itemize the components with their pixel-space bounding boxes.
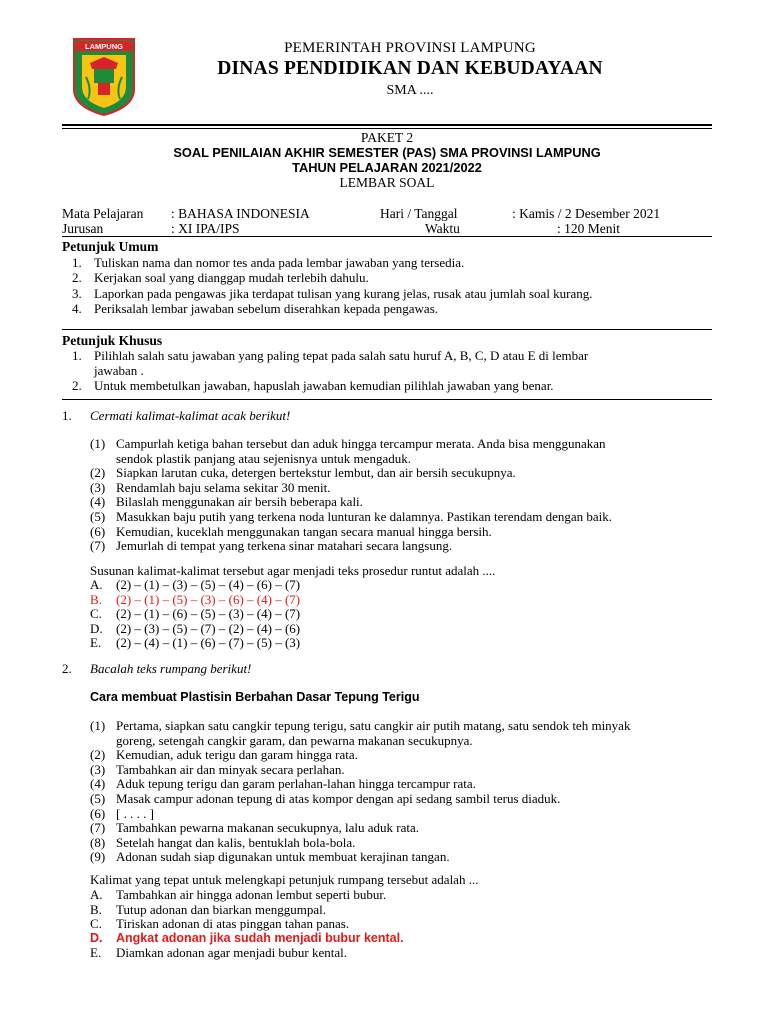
q2-step-number: (1) xyxy=(90,718,106,733)
q2-step-text: Aduk tepung terigu dan garam perlahan-lahan hingga tercampur rata. xyxy=(116,776,476,792)
academic-year: TAHUN PELAJARAN 2021/2022 xyxy=(292,160,482,175)
general-instruction-2: Kerjakan soal yang dianggap mudah terlebih dahulu. xyxy=(94,270,369,285)
q2-step-text: Setelah hangat dan kalis, bentuklah bola-bola. xyxy=(116,834,356,850)
q1-step-text: Kemudian, kuceklah menggunakan tangan secara manual hingga bersih. xyxy=(116,523,492,539)
q2-step-number: (2) xyxy=(90,747,106,763)
q2-option-letter: A. xyxy=(90,887,103,902)
specific-instruction-1-cont: jawaban . xyxy=(94,363,144,378)
q2-option-letter: E. xyxy=(90,945,102,961)
header-government: PEMERINTAH PROVINSI LAMPUNG xyxy=(284,40,536,56)
q2-option-text: Tambahkan air hingga adonan lembut seperti bubur. xyxy=(116,887,387,902)
q1-option-letter: B. xyxy=(90,591,102,607)
subject-label: Mata Pelajaran xyxy=(62,206,144,221)
specific-instruction-1: Pilihlah salah satu jawaban yang paling tepat pada salah satu huruf A, B, C, D atau E di lembar xyxy=(94,348,589,363)
q2-option-letter: D. xyxy=(90,930,103,945)
q2-step-number: (8) xyxy=(90,834,106,850)
q2-step-text: Tambahkan air dan minyak secara perlahan. xyxy=(116,761,345,777)
q2-option-text: Tutup adonan dan biarkan menggumpal. xyxy=(116,901,327,917)
major-label: Jurusan xyxy=(62,221,104,236)
q2-step-number: (7) xyxy=(90,820,106,836)
header-divider-thick xyxy=(62,124,712,126)
general-divider xyxy=(62,329,712,330)
general-instruction-4: Periksalah lembar jawaban sebelum diserahkan kepada pengawas. xyxy=(94,301,439,316)
specific-instructions-title: Petunjuk Khusus xyxy=(62,333,163,348)
q2-step-number: (9) xyxy=(90,849,106,865)
q1-step-text: Campurlah ketiga bahan tersebut dan aduk hingga tercampur merata. Anda bisa menggunakan xyxy=(116,436,606,451)
q1-step-text: Masukkan baju putih yang terkena noda lunturan ke dalamnya. Pastikan terendam dengan baik. xyxy=(116,509,613,524)
q1-option-letter: A. xyxy=(90,577,103,592)
exam-title: SOAL PENILAIAN AKHIR SEMESTER (PAS) SMA PROVINSI LAMPUNG xyxy=(173,145,601,160)
exam-page: LAMPUNG PEMERINTAH PROVINSI LAMPUNG DINAS PENDIDIKAN DAN KEBUDAYAAN SMA .... PAKET 2 SOAL PENILAIAN AKHIR SEMESTER (PAS) SMA PROVINSI LAMPUNG TAHUN PELAJARAN 2021/2022 LEMBAR SOAL Mata Pelajaran : BAHASA INDONESIA Hari / Tanggal : Kamis / 2 Desember 2021 Jurusan : XI IPA/IPS Waktu : 120 Menit Petunjuk Umum 1. Tuliskan nama dan nomor tes anda pada lembar jawaban yang tersedia. 2. Kerjakan soal yang dianggap mudah terlebih dahulu. 3. Laporkan pada pengawas jika terdapat tulisan yang kurang jelas, rusak atau jumlah soal kurang. 4. Periksalah lembar jawaban sebelum diserahkan kepada pengawas. Petunjuk Khusus 1. Pilihlah salah satu jawaban yang paling tepat pada salah satu huruf A, B, C, D atau E di lembar jawaban . 2. Untuk membetulkan jawaban, hapuslah jawaban kemudian pilihlah jawaban yang benar. 1. Cermati kalimat-kalimat acak berikut! (1) Campurlah ketiga bahan tersebut dan aduk hingga tercampur merata. Anda bisa menggunakan sendok plastik panjang atau sejenisnya untuk mengaduk. (2) Siapkan larutan cuka, detergen bertekstur lembut, dan air bersih secukupnya. (3) Rendamlah baju selama sekitar 30 menit. (4) Bilaslah menggunakan air bersih beberapa kali. (5) Masukkan baju putih yang terkena noda lunturan ke dalamnya. Pastikan terendam dengan baik. (6) Kemudian, kuceklah menggunakan tangan secara manual hingga bersih. (7) Jemurlah di tempat yang terkena sinar matahari secara langsung. Susunan kalimat-kalimat tersebut agar menjadi teks prosedur runtut adalah .... A. (2) – (1) – (3) – (5) – (4) – (6) – (7) B. (2) – (1) – (5) – (3) – (6) – (4) – (7) C. (2) – (1) – (6) – (5) – (3) – (4) – (7) D. (2) – (3) – (5) – (7) – (2) – (4) – (6) E. (2) – (4) – (1) – (6) – (7) – (5) – (3) 2. Bacalah teks rumpang berikut! Cara membuat Plastisin Berbahan Dasar Tepung Terigu (1) Pertama, siapkan satu cangkir tepung terigu, satu cangkir air putih matang, satu sendok teh minyak goreng, setengah cangkir garam, dan pewarna makanan secukupnya. (2) Kemudian, aduk terigu dan garam hingga rata. (3) Tambahkan air dan minyak secara perlahan. (4) Aduk tepung terigu dan garam perlahan-lahan hingga tercampur rata. (5) Masak campur adonan tepung di atas kompor dengan api sedang sambil terus diaduk. (6) [ . . . . ] (7) Tambahkan pewarna makanan secukupnya, lalu aduk rata. (8) Setelah hangat dan kalis, bentuklah bola-bola. (9) Adonan sudah siap digunakan untuk membuat kerajinan tangan. Kalimat yang tepat untuk melengkapi petunjuk rumpang tersebut adalah ... A. Tambahkan air hingga adonan lembut seperti bubur. B. Tutup adonan dan biarkan menggumpal. C. Tiriskan adonan di atas pinggan tahan panas. D. Angkat adonan jika sudah menjadi bubur kental. E. Diamkan adonan agar menjadi bubur kental. xyxy=(0,0,768,1024)
q1-step-number: (2) xyxy=(90,465,106,481)
subject-value: : BAHASA INDONESIA xyxy=(171,206,310,221)
general-instruction-1: Tuliskan nama dan nomor tes anda pada lembar jawaban yang tersedia. xyxy=(94,255,465,270)
q2-heading: Cara membuat Plastisin Berbahan Dasar Tepung Terigu xyxy=(90,690,420,704)
general-instruction-3: Laporkan pada pengawas jika terdapat tulisan yang kurang jelas, rusak atau jumlah soal kurang. xyxy=(94,286,593,301)
q1-option-letter: C. xyxy=(90,606,102,622)
q2-step-text: goreng, setengah cangkir garam, dan pewarna makanan secukupnya. xyxy=(116,732,473,748)
duration-value: : 120 Menit xyxy=(557,221,620,236)
q1-option-text: (2) – (3) – (5) – (7) – (2) – (4) – (6) xyxy=(116,620,301,636)
q2-step-text: Kemudian, aduk terigu dan garam hingga rata. xyxy=(116,747,358,763)
q1-option-text: (2) – (1) – (3) – (5) – (4) – (6) – (7) xyxy=(116,577,301,592)
q1-option-text: (2) – (4) – (1) – (6) – (7) – (5) – (3) xyxy=(116,635,301,651)
q1-step-text: sendok plastik panjang atau sejenisnya untuk mengaduk. xyxy=(116,450,411,466)
q2-option-text: Diamkan adonan agar menjadi bubur kental. xyxy=(116,945,348,961)
q2-option-text: Angkat adonan jika sudah menjadi bubur kental. xyxy=(116,930,404,945)
q2-step-text: Tambahkan pewarna makanan secukupnya, lalu aduk rata. xyxy=(116,820,420,836)
q1-step-text: Rendamlah baju selama sekitar 30 menit. xyxy=(116,479,331,495)
q1-step-number: (3) xyxy=(90,479,106,495)
duration-label: Waktu xyxy=(425,221,460,236)
q1-option-text: (2) – (1) – (6) – (5) – (3) – (4) – (7) xyxy=(116,606,301,622)
header-divider-thin xyxy=(62,128,712,129)
major-value: : XI IPA/IPS xyxy=(171,221,240,236)
q1-question: Susunan kalimat-kalimat tersebut agar menjadi teks prosedur runtut adalah .... xyxy=(90,563,496,578)
q1-option-letter: D. xyxy=(90,620,103,636)
general-instructions-title: Petunjuk Umum xyxy=(62,239,159,254)
q1-option-text: (2) – (1) – (5) – (3) – (6) – (4) – (7) xyxy=(116,591,301,607)
lampung-emblem-logo xyxy=(72,37,136,117)
q2-step-number: (5) xyxy=(90,791,106,806)
q1-step-text: Siapkan larutan cuka, detergen bertekstur lembut, dan air bersih secukupnya. xyxy=(116,465,516,481)
q1-step-number: (4) xyxy=(90,494,106,510)
specific-instruction-2: Untuk membetulkan jawaban, hapuslah jawaban kemudian pilihlah jawaban yang benar. xyxy=(94,378,554,393)
q2-step-text: [ . . . . ] xyxy=(116,805,154,821)
svg-text:LAMPUNG: LAMPUNG xyxy=(85,42,123,51)
q2-number: 2. xyxy=(62,661,72,676)
q1-step-text: Jemurlah di tempat yang terkena sinar matahari secara langsung. xyxy=(116,538,453,554)
header-school: SMA .... xyxy=(386,83,434,98)
q2-prompt: Bacalah teks rumpang berikut! xyxy=(90,661,252,676)
q1-number: 1. xyxy=(62,408,72,423)
q2-step-number: (4) xyxy=(90,776,106,792)
q2-option-text: Tiriskan adonan di atas pinggan tahan panas. xyxy=(116,916,350,932)
paket-label: PAKET 2 xyxy=(360,130,414,145)
q1-step-number: (6) xyxy=(90,523,106,539)
info-divider xyxy=(62,236,712,237)
sheet-label: LEMBAR SOAL xyxy=(339,175,435,190)
instructions-divider xyxy=(62,399,712,400)
q2-step-number: (3) xyxy=(90,761,106,777)
q2-step-text: Adonan sudah siap digunakan untuk membuat kerajinan tangan. xyxy=(116,849,450,865)
q1-option-letter: E. xyxy=(90,635,102,651)
q2-question: Kalimat yang tepat untuk melengkapi petunjuk rumpang tersebut adalah ... xyxy=(90,872,479,887)
q1-step-number: (7) xyxy=(90,538,106,554)
q1-step-number: (5) xyxy=(90,509,106,524)
q2-step-text: Pertama, siapkan satu cangkir tepung terigu, satu cangkir air putih matang, satu sendok teh minyak xyxy=(116,718,631,733)
date-label: Hari / Tanggal xyxy=(380,206,458,221)
q1-step-number: (1) xyxy=(90,436,106,451)
q2-option-letter: B. xyxy=(90,901,102,917)
q2-option-letter: C. xyxy=(90,916,102,932)
date-value: : Kamis / 2 Desember 2021 xyxy=(512,206,661,221)
q2-step-text: Masak campur adonan tepung di atas kompor dengan api sedang sambil terus diaduk. xyxy=(116,791,561,806)
q2-step-number: (6) xyxy=(90,805,106,821)
header-agency: DINAS PENDIDIKAN DAN KEBUDAYAAN xyxy=(217,58,603,79)
q1-prompt: Cermati kalimat-kalimat acak berikut! xyxy=(90,408,291,423)
q1-step-text: Bilaslah menggunakan air bersih beberapa kali. xyxy=(116,494,363,510)
